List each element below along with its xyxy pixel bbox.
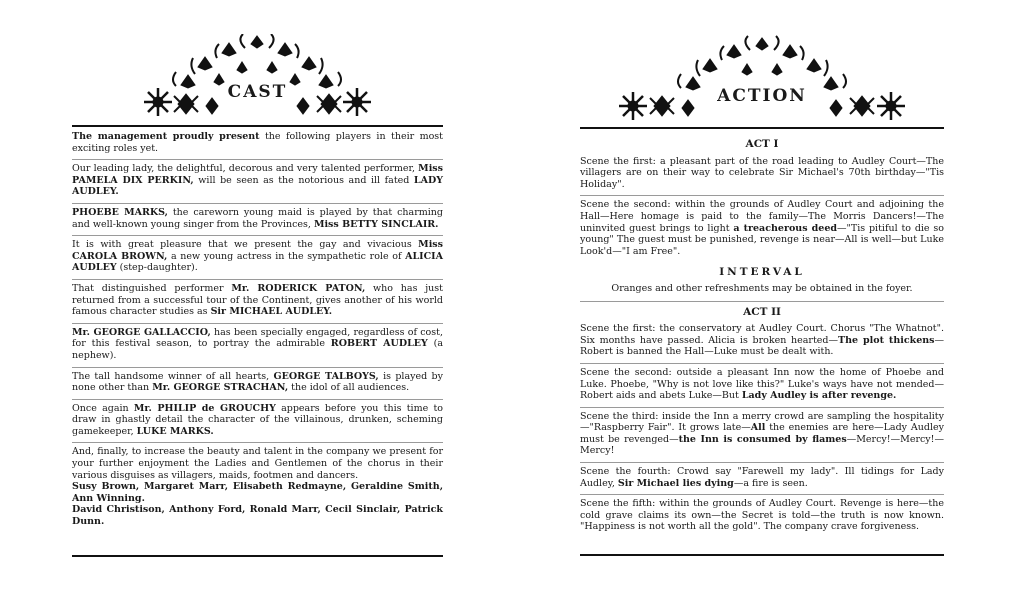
bold-text: GEORGE TALBOYS, <box>273 370 379 382</box>
text: (a nephew). <box>72 338 443 361</box>
action-top-rule <box>580 127 944 129</box>
text: Scene the second: outside a pleasant Inn now the home of Phoebe and Luke. Phoebe, "Why is not love like this?" Luke's ways have not mended—Robert aids and abets Luke—But <box>580 366 944 402</box>
interval-heading: INTERVAL <box>719 266 805 279</box>
text: The tall handsome winner of all hearts, <box>72 370 274 382</box>
text: has been specially engaged, regardless of cost, for this festival season, to portray the admirable <box>72 326 443 350</box>
cast-paragraph <box>72 160 443 204</box>
ornament-flourish-icon <box>580 34 944 126</box>
text: —Mercy!—Mercy!—Mercy! <box>580 433 944 457</box>
text: Scene the fourth: Crowd say "Farewell my lady". Ill tidings for Lady Audley, <box>580 466 944 489</box>
bold-text: Mr. GEORGE STRACHAN, <box>152 382 289 394</box>
text: the enemies are here—Lady Audley must be revenged— <box>580 422 944 445</box>
text: appears before you this time to draw in ghastly detail the character of the villainous, drunken, scheming gamekeeper, <box>72 402 443 437</box>
cast-paragraph <box>72 368 443 400</box>
text: Scene the third: inside the Inn a merry crowd are sampling the hospitality—"Raspberry Fair". It grows late— <box>580 410 944 434</box>
bold-text: LUKE MARKS. <box>136 425 214 437</box>
ornament-flourish-icon <box>72 34 443 126</box>
act2-scene-paragraph <box>580 364 944 408</box>
bold-text: Mr. PHILIP de GROUCHY <box>133 402 276 414</box>
action-title: ACTION <box>717 86 807 106</box>
text: It is with great pleasure that we present the gay and vivacious <box>72 239 419 251</box>
text: And, finally, to increase the beauty and talent in the company we present for your further enjoyment the Ladies and Gentlemen of the chorus in their various disguises as villagers, maids, footmen and dancers. <box>72 446 443 481</box>
text: Scene the first: the conservatory at Audley Court. Chorus "The Whatnot". Six months have passed. Alicia is broken hearted— <box>580 323 944 346</box>
text: Our leading lady, the delightful, decorous and very talented performer, <box>72 163 419 175</box>
cast-paragraph <box>72 324 443 368</box>
action-page <box>580 0 944 607</box>
act2-scenes <box>580 320 944 538</box>
text: That distinguished performer <box>72 282 232 294</box>
bold-text: ROBERT AUDLEY <box>330 338 428 350</box>
cast-paragraph <box>72 204 443 236</box>
text: is played by none other than <box>72 370 444 394</box>
cast-paragraph <box>72 128 443 160</box>
text: a new young actress in the sympathetic role of <box>167 250 406 262</box>
cast-page <box>72 0 443 607</box>
act2-scene-paragraph <box>580 495 944 538</box>
chorus-names-line: Susy Brown, Margaret Marr, Elisabeth Redmayne, Geraldine Smith, Ann Winning. <box>72 481 443 504</box>
act2-scene-paragraph <box>580 463 944 495</box>
text: Scene the first: a pleasant part of the road leading to Audley Court—The villagers are on their way to celebrate Sir Michael's 70th birthday—"Tis Holiday". <box>580 155 944 190</box>
act2-heading: ACT II <box>743 305 781 318</box>
act2-scene-paragraph <box>580 408 944 463</box>
action-content <box>580 134 944 538</box>
text: —"Tis pitiful to die so young" The guest must be punished, revenge is near—All is well—but Luke Look'd—"I am Free". <box>580 222 944 257</box>
act1-scenes <box>580 153 944 263</box>
bold-text: Sir Michael lies dying <box>617 477 734 489</box>
cast-paragraph <box>72 443 443 532</box>
cast-ornament <box>72 34 443 126</box>
cast-content <box>72 128 443 533</box>
text: Scene the fifth: within the grounds of Audley Court. Revenge is here—the cold grave claims its own—the Secret is told—the truth is now known. "Happiness is not worth all the gold". The company crave forgiveness. <box>580 498 944 533</box>
bold-text: LADY AUDLEY. <box>72 174 443 198</box>
bold-text: Lady Audley is after revenge. <box>741 390 897 402</box>
bold-text: The management proudly present <box>72 131 260 142</box>
bold-text: the Inn is consumed by flames <box>678 433 847 445</box>
bold-text: Mr. RODERICK PATON, <box>231 282 366 294</box>
action-ornament <box>580 34 944 126</box>
text: the idol of all audiences. <box>288 382 410 394</box>
interval-text: Oranges and other refreshments may be obtained in the foyer. <box>580 281 944 302</box>
bold-text: All <box>750 422 766 434</box>
text: (step-daughter). <box>116 262 198 274</box>
act1-heading: ACT I <box>745 138 779 150</box>
act2-scene-paragraph <box>580 320 944 364</box>
bold-text: Miss PAMELA DIX PERKIN, <box>72 163 443 186</box>
cast-paragraph <box>72 400 443 444</box>
cast-top-rule <box>72 125 443 127</box>
text: —Robert is banned the Hall—Luke must be dealt with. <box>580 334 945 358</box>
cast-bottom-rule <box>72 555 443 557</box>
action-bottom-rule <box>580 554 944 556</box>
bold-text: The plot thickens <box>838 334 935 346</box>
text: the careworn young maid is played by that charming and well-known young singer from the Provinces, <box>72 206 443 230</box>
text: will be seen as the notorious and ill fated <box>193 174 414 186</box>
cast-title: CAST <box>227 82 288 102</box>
bold-text: Miss BETTY SINCLAIR. <box>313 218 439 230</box>
bold-text: PHOEBE MARKS, <box>72 206 168 218</box>
bold-text: Miss CAROLA BROWN, <box>72 239 443 262</box>
text: —a fire is seen. <box>733 477 808 489</box>
text: Once again <box>72 402 134 414</box>
text: the following players in their most exciting roles yet. <box>72 131 443 154</box>
bold-text: a treacherous deed <box>733 222 838 234</box>
bold-text: Sir MICHAEL AUDLEY. <box>210 306 333 318</box>
text: who has just returned from a successful tour of the Continent, gives another of his world famous character studies as <box>72 282 443 318</box>
act1-scene-paragraph <box>580 153 944 197</box>
text: Scene the second: within the grounds of Audley Court and adjoining the Hall—Here homage is paid to the family—The Morris Dancers!—The uninvited guest brings to light <box>580 199 944 234</box>
cast-paragraph <box>72 280 443 324</box>
act1-scene-paragraph <box>580 196 944 262</box>
chorus-names-line: David Christison, Anthony Ford, Ronald Marr, Cecil Sinclair, Patrick Dunn. <box>72 504 443 528</box>
bold-text: ALICIA AUDLEY <box>72 250 443 274</box>
cast-paragraph <box>72 236 443 280</box>
bold-text: Mr. GEORGE GALLACCIO, <box>72 326 211 338</box>
